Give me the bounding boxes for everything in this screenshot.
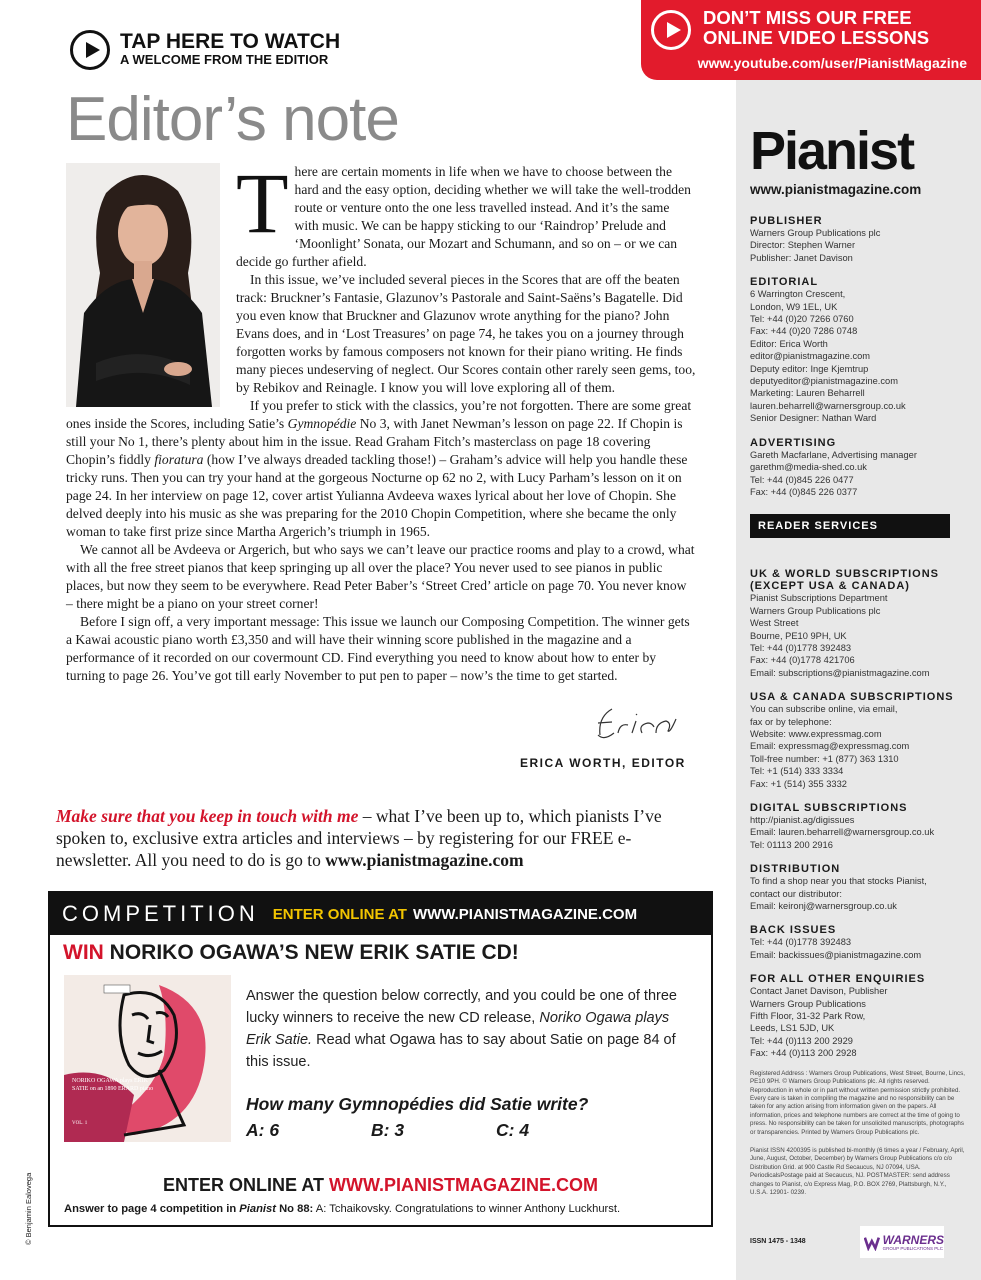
- competition-question-text: [246, 985, 696, 1073]
- watch-welcome-link[interactable]: [70, 30, 340, 70]
- uk-line: Bourne, PE10 9PH, UK: [750, 630, 847, 641]
- answer-c: C: 4: [496, 1120, 530, 1140]
- masthead-sidebar: [736, 80, 981, 1280]
- enter-url[interactable]: WWW.PIANISTMAGAZINE.COM: [329, 1175, 598, 1195]
- editor-note-article: [66, 155, 696, 685]
- editorial-email[interactable]: deputyeditor@pianistmagazine.com: [750, 376, 898, 387]
- paragraph-2: In this issue, we’ve included several pieces in the Scores that are off the beaten track: Bruckner’s Fantasie, Glazunov’s Pastorale and Saint-Saëns’s Bagatelle. Did you even know that Bruckner and Glazunov wrote anything for the piano? John Evans does, and in ‘Lost Treasures’ on page 74, he takes you on a journey through forgotten works by famous composers not known for their piano writing. He finds many pieces undeserving of neglect. Our Scores contain other rarely seen gems, too, by Rebikov and Reinagle. I know you will love exploring all of them.: [236, 272, 696, 395]
- competition-box: [48, 891, 713, 1227]
- question-italic: Noriko Ogawa plays Erik Satie.: [246, 1010, 670, 1048]
- publisher-list: [750, 227, 965, 264]
- advertising-line: Tel: +44 (0)845 226 0477: [750, 474, 854, 485]
- competition-url[interactable]: WWW.PIANISTMAGAZINE.COM: [412, 905, 638, 923]
- paragraph-3-text-b: No 3, with Janet Newman’s lesson on page 22. If Chopin is still your No 1, there’s plenty about him in the issue. Read Graham Fitch’s masterclass on page 18 covering Chopin’s fiddly: [66, 416, 683, 467]
- reader-services-bar: READER SERVICES: [750, 514, 950, 538]
- publisher-line: Director: Stephen Warner: [750, 240, 856, 251]
- warners-sub: GROUP PUBLICATIONS PLC: [882, 1245, 944, 1251]
- warners-logo: [860, 1226, 944, 1258]
- promo-url[interactable]: www.pianistmagazine.com: [325, 850, 524, 870]
- paragraph-3-italic-2: fioratura: [154, 452, 204, 467]
- paragraph-3: [66, 397, 696, 541]
- publisher-line: Warners Group Publications plc: [750, 228, 881, 238]
- editor-name: ERICA WORTH, EDITOR: [520, 756, 686, 770]
- uk-line: Pianist Subscriptions Department: [750, 593, 888, 604]
- editorial-line: London, W9 1EL, UK: [750, 301, 838, 312]
- usa-subs-list: [750, 703, 965, 790]
- editorial-line: Tel: +44 (0)20 7266 0760: [750, 314, 854, 325]
- newsletter-promo: [56, 805, 696, 871]
- other-line: Tel: +44 (0)113 200 2929: [750, 1035, 853, 1046]
- paragraph-3-italic: Gymnopédie: [287, 416, 357, 431]
- pianist-logo: Pianist: [750, 121, 914, 181]
- usa-line: Tel: +1 (514) 333 3334: [750, 766, 844, 777]
- publisher-line: Publisher: Janet Davison: [750, 252, 853, 263]
- paragraph-3-text-a: If you prefer to stick with the classics, you’re not forgotten. There are some great ones inside the Scores, including Satie’s: [66, 398, 692, 431]
- usa-line: Toll-free number: +1 (877) 363 1310: [750, 753, 899, 764]
- uk-subs-heading-line: UK & WORLD SUBSCRIPTIONS: [750, 568, 939, 581]
- warners-name: WARNERS: [882, 1232, 944, 1247]
- competition-label: COMPETITION: [62, 901, 259, 926]
- digital-link[interactable]: http://pianist.ag/digissues: [750, 815, 855, 825]
- photo-spacer: [66, 163, 236, 408]
- prev-text-c: A: Tchaikovsky. Congratulations to winner Anthony Luckhurst.: [313, 1203, 621, 1215]
- editorial-line: Fax: +44 (0)20 7286 0748: [750, 326, 858, 337]
- uk-subs-heading-line: (EXCEPT USA & CANADA): [750, 580, 910, 593]
- editor-signature: [590, 697, 690, 747]
- promo-highlight: Make sure that you keep in touch with me: [56, 806, 359, 826]
- paragraph-5: Before I sign off, a very important message: This issue we launch our Composing Competition. The winner gets a Kawai acoustic piano worth £3,350 and will have their winning score published in the magazine and a performance of it recorded on our covermount CD. Find everything you need to know about how to enter by turning to page 26. You’ve got till early November to put pen to paper – now’s the time to get started.: [66, 614, 690, 683]
- prev-text-b: No 88:: [275, 1203, 314, 1215]
- back-issues-list: [750, 936, 965, 961]
- competition-header: [50, 893, 711, 935]
- distribution-line: To find a shop near you that stocks Pianist,: [750, 876, 927, 887]
- other-enquiries-heading: FOR ALL OTHER ENQUIRIES: [750, 973, 926, 986]
- usa-line: Fax: +1 (514) 355 3332: [750, 778, 847, 789]
- editorial-email[interactable]: lauren.beharrell@warnersgroup.co.uk: [750, 400, 906, 411]
- answer-b: B: 3: [371, 1120, 405, 1140]
- paragraph-4: We cannot all be Avdeeva or Argerich, but who says we can’t leave our practice rooms and play to a crowd, what with all the free street pianos that keep springing up all over the place? You never used to see pianos in public places, but now they seem to be everywhere. Read Peter Baber’s ‘Street Cred’ article on page 70. You never know – there might be a piano on your street corner!: [66, 542, 695, 611]
- uk-email[interactable]: Email: subscriptions@pianistmagazine.com: [750, 667, 930, 678]
- editorial-email[interactable]: editor@pianistmagazine.com: [750, 351, 871, 362]
- distribution-list: [750, 875, 965, 912]
- warners-mark-icon: [864, 1233, 880, 1251]
- question-text-b: Read what Ogawa has to say about Satie on page 84 of this issue.: [246, 1032, 676, 1070]
- back-issues-email[interactable]: Email: backissues@pianistmagazine.com: [750, 949, 922, 960]
- headline-text: NORIKO OGAWA’S NEW ERIK SATIE CD!: [103, 941, 519, 964]
- paragraph-3-text-c: (how I’ve always dreaded tackling those!) – Graham’s advice will help you handle these tricky runs. Then you can try your hand at the gorgeous Nocturne op 62 no 2, with Lucy Parham’s lesson on it on page 24. In her interview on page 12, cover artist Yulianna Avdeeva waxes lyrical about her love of Chopin. She delved deeply into his music as she was preparing for the 2010 Chopin Competition, where she became the only woman to take first prize since Martha Argerich’s triumph in 1965.: [66, 452, 688, 539]
- editorial-line: Editor: Erica Worth: [750, 338, 828, 349]
- other-line: Warners Group Publications: [750, 998, 866, 1009]
- competition-headline: [63, 941, 519, 965]
- other-line: Leeds, LS1 5JD, UK: [750, 1023, 835, 1034]
- advertising-heading: ADVERTISING: [750, 436, 837, 449]
- win-word: WIN: [63, 941, 104, 964]
- cd-vol: VOL. 1: [72, 1121, 88, 1126]
- site-url[interactable]: www.pianistmagazine.com: [750, 182, 922, 197]
- editorial-list: [750, 288, 965, 424]
- usa-subs-heading: USA & CANADA SUBSCRIPTIONS: [750, 691, 954, 704]
- editorial-line: Senior Designer: Nathan Ward: [750, 413, 877, 424]
- watch-subtitle: A WELCOME FROM THE EDITIOR: [120, 52, 329, 67]
- digital-list: [750, 814, 965, 851]
- usa-email[interactable]: Email: expressmag@expressmag.com: [750, 741, 910, 752]
- answer-a: A: 6: [246, 1120, 280, 1140]
- uk-subs-list: [750, 592, 965, 679]
- photo-credit: © Benjamin Ealovega: [24, 1172, 33, 1245]
- editorial-line: 6 Warrington Crescent,: [750, 289, 846, 300]
- prev-text-a: Answer to page 4 competition in: [64, 1203, 240, 1215]
- play-icon: [70, 30, 110, 70]
- page-title: Editor’s note: [66, 85, 399, 154]
- uk-line: West Street: [750, 618, 799, 629]
- banner-line2: ONLINE VIDEO LESSONS: [703, 27, 930, 48]
- uk-line: Tel: +44 (0)1778 392483: [750, 642, 852, 653]
- question-text-a: Answer the question below correctly, and you could be one of three lucky winners to receive the new CD release,: [246, 988, 677, 1026]
- advertising-line: Fax: +44 (0)845 226 0377: [750, 486, 858, 497]
- play-icon: [651, 10, 691, 50]
- cd-cover: [64, 975, 231, 1142]
- other-line: Fax: +44 (0)113 200 2928: [750, 1048, 857, 1059]
- paragraph-1-text: here are certain moments in life when we have to choose between the hard and the easy option, deciding whether we will take the well-trodden route or venture onto the one less travelled instead. And it’s the same with music. We can be happy sticking to our ‘Raindrop’ Prelude and ‘Moonlight’ Sonata, our Mozart and Schumann, and so on – or we can decide go further afield.: [236, 164, 691, 269]
- other-line: Fifth Floor, 31-32 Park Row,: [750, 1011, 866, 1022]
- usa-line: You can subscribe online, via email,: [750, 704, 898, 715]
- distribution-heading: DISTRIBUTION: [750, 863, 841, 876]
- prev-italic: Pianist: [239, 1203, 276, 1215]
- answer-options: [246, 1120, 696, 1141]
- digital-line: Tel: 01113 200 2916: [750, 839, 833, 850]
- other-line: Contact Janet Davison, Publisher: [750, 986, 888, 997]
- usa-website[interactable]: Website: www.expressmag.com: [750, 728, 882, 739]
- usa-line: fax or by telephone:: [750, 716, 832, 727]
- banner-url[interactable]: www.youtube.com/user/PianistMagazine: [697, 55, 967, 71]
- video-lessons-banner[interactable]: [641, 0, 981, 80]
- competition-question: How many Gymnopédies did Satie write?: [246, 1094, 589, 1114]
- banner-line1: DON’T MISS OUR FREE: [703, 7, 912, 28]
- issn-number: ISSN 1475 - 1348: [750, 1238, 806, 1245]
- back-issues-line: Tel: +44 (0)1778 392483: [750, 937, 852, 948]
- advertising-list: [750, 449, 965, 499]
- cd-title: NORIKO OGAWA plays ERIK SATIE on an 1890 ERARD piano: [72, 1078, 154, 1092]
- other-enquiries-list: [750, 985, 965, 1059]
- advertising-line: Gareth Macfarlane, Advertising manager: [750, 449, 917, 460]
- enter-online-label: ENTER ONLINE AT: [272, 905, 407, 923]
- uk-line: Fax: +44 (0)1778 421706: [750, 655, 855, 666]
- promo-text: – what I’ve been up to, which pianists I’ve spoken to, exclusive extra articles and interviews – by registering for our FREE e-newsletter. All you need to do is go to: [56, 806, 662, 870]
- advertising-email[interactable]: garethm@media-shed.co.uk: [750, 462, 867, 473]
- previous-answer: [64, 1203, 620, 1215]
- editorial-heading: EDITORIAL: [750, 276, 819, 289]
- digital-email[interactable]: Email: lauren.beharrell@warnersgroup.co.uk: [750, 827, 935, 838]
- digital-heading: DIGITAL SUBSCRIPTIONS: [750, 802, 908, 814]
- publisher-heading: PUBLISHER: [750, 215, 823, 227]
- back-issues-heading: BACK ISSUES: [750, 924, 837, 937]
- drop-cap: T: [236, 155, 289, 251]
- watch-title: TAP HERE TO WATCH: [120, 30, 341, 53]
- issn-notice: Pianist ISSN 4200395 is published bi-monthly (6 times a year / February, April, June, August, October, December) by Warners Group Publications c/o c/o Distribution Grid. at 900 Castle Rd Secaucus, NJ 07094, USA. PeriodicalsPostage paid at Secaucus, NJ. POSTMASTER: send address changes to Pianist, c/o Express Mag, P.O. BOX 2769, Plattsburgh, N.Y., U.S.A. 12901- 0239.: [750, 1146, 965, 1196]
- uk-subs-heading: [750, 568, 965, 592]
- enter-label: ENTER ONLINE AT: [163, 1175, 329, 1195]
- legal-notice: Registered Address : Warners Group Publications, West Street, Bourne, Lincs, PE10 9PH. © Warners Group Publications plc. All rights reserved. Reproduction in whole or in part without written permission strictly prohibited. Every care is taken in compiling the magazine and no responsibility can be taken for any action arising from information given on the papers. All information, prices and telephone numbers are correct at the time of going to press. No responsibility can be taken for unsolicited manuscripts, photographs or transparencies. Printed by Warners Group Publications plc.: [750, 1069, 965, 1136]
- editorial-line: Deputy editor: Inge Kjemtrup: [750, 363, 869, 374]
- uk-line: Warners Group Publications plc: [750, 605, 881, 616]
- distribution-email[interactable]: Email: keironj@warnersgroup.co.uk: [750, 901, 897, 912]
- enter-online-footer: [50, 1175, 711, 1196]
- editorial-line: Marketing: Lauren Beharrell: [750, 388, 865, 399]
- distribution-line: contact our distributor:: [750, 888, 842, 899]
